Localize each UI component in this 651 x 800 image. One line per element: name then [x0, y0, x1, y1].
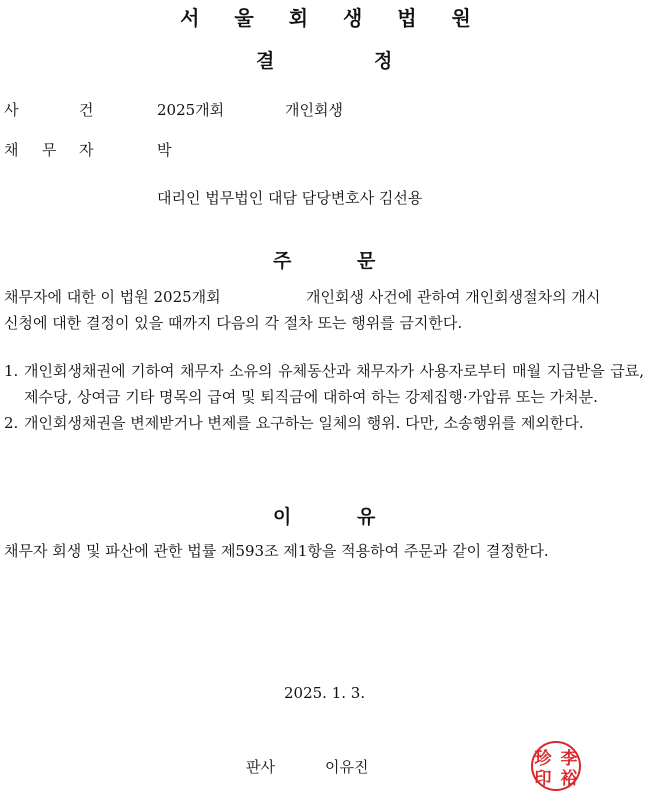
order-item-text: 개인회생채권을 변제받거나 변제를 요구하는 일체의 행위. 다만, 소송행위를 제외한다. — [24, 414, 584, 432]
order-item-number: 2. — [4, 414, 19, 432]
order-intro-line1-a: 채무자에 대한 이 법원 2025개회 — [4, 288, 221, 306]
reason-heading-left: 이 — [273, 506, 292, 528]
seal-char: 珍 — [534, 749, 552, 769]
court-name: 서 울 회 생 법 원 — [180, 6, 485, 30]
decision-date: 2025. 1. 3. — [284, 684, 366, 702]
order-intro-line1-b: 개인회생 사건에 관하여 개인회생절차의 개시 — [306, 288, 601, 306]
order-intro-line2: 신청에 대한 결정이 있을 때까지 다음의 각 절차 또는 행위를 금지한다. — [4, 314, 463, 332]
debtor-label-char-1: 채 — [4, 141, 19, 159]
order-item — [4, 410, 644, 436]
case-name: 개인회생 — [285, 101, 343, 119]
seal-char: 李 — [560, 749, 578, 769]
debtor-label-char-3: 자 — [79, 141, 94, 159]
reason-text: 채무자 회생 및 파산에 관한 법률 제593조 제1항을 적용하여 주문과 같이 결정한다. — [4, 542, 549, 560]
debtor-label-char-2: 무 — [42, 141, 57, 159]
reason-heading-right: 유 — [357, 506, 376, 528]
debtor-name: 박 — [157, 141, 172, 159]
case-number: 2025개회 — [157, 101, 225, 119]
order-item-number: 1. — [4, 362, 19, 380]
agent-line: 대리인 법무법인 대담 담당변호사 김선용 — [157, 189, 423, 207]
order-list — [4, 358, 644, 436]
case-label-char-2: 건 — [79, 101, 94, 119]
order-heading-left: 주 — [273, 250, 292, 272]
judge-title: 판사 — [246, 758, 275, 776]
order-item-text: 개인회생채권에 기하여 채무자 소유의 유체동산과 채무자가 사용자로부터 매월 지급받을 급료, 제수당, 상여금 기타 명목의 급여 및 퇴직금에 대하여 하는 강제집행·가압류 또는 가처분. — [24, 362, 644, 406]
judge-seal — [525, 740, 587, 792]
doc-type-right: 정 — [374, 50, 393, 72]
doc-type-left: 결 — [256, 50, 275, 72]
seal-char: 印 — [534, 769, 552, 789]
order-item — [4, 358, 644, 410]
judge-name: 이유진 — [325, 758, 369, 776]
case-label-char-1: 사 — [4, 101, 19, 119]
seal-char: 裕 — [560, 769, 578, 789]
order-heading-right: 문 — [357, 250, 376, 272]
